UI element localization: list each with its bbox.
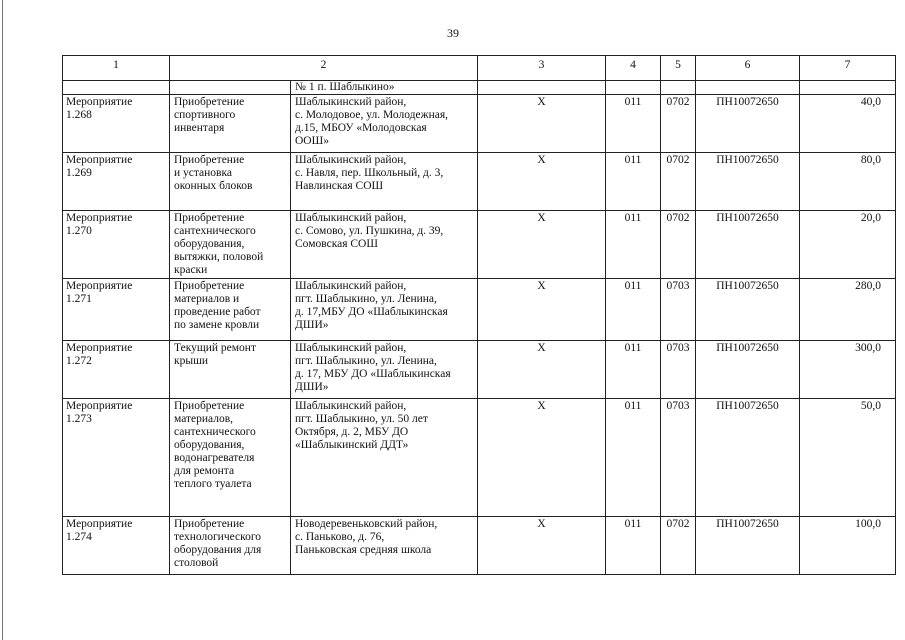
empty-cell — [606, 81, 661, 95]
col4-cell: 011 — [606, 211, 661, 279]
col5-cell: 0702 — [661, 517, 696, 575]
amount-cell: 40,0 — [800, 95, 896, 153]
col4-cell: 011 — [606, 341, 661, 399]
header-cell-6: 6 — [696, 56, 800, 81]
continuation-row — [63, 81, 896, 95]
table-row — [63, 211, 896, 279]
col5-cell: 0703 — [661, 399, 696, 517]
name-cell: Приобретение сантехнического оборудования, вытяжки, половой краски — [170, 211, 291, 279]
col5-cell: 0703 — [661, 279, 696, 341]
header-cell-1: 1 — [63, 56, 170, 81]
table-row — [63, 517, 896, 575]
place-cell: Новодеревеньковский район, с. Паньково, д. 76, Паньковская средняя школа — [291, 517, 478, 575]
empty-cell — [800, 81, 896, 95]
place-cell: Шаблыкинский район, пгт. Шаблыкино, ул. 50 лет Октября, д. 2, МБУ ДО «Шаблыкинский ДДТ» — [291, 399, 478, 517]
name-cell: Приобретение материалов, сантехнического оборудования, водонагревателя для ремонта теплого туалета — [170, 399, 291, 517]
header-cell-7: 7 — [800, 56, 896, 81]
col4-cell: 011 — [606, 399, 661, 517]
col5-cell: 0702 — [661, 211, 696, 279]
header-cell-4: 4 — [606, 56, 661, 81]
table-row — [63, 341, 896, 399]
code-cell: ПН10072650 — [696, 399, 800, 517]
event-cell: Мероприятие 1.268 — [63, 95, 170, 153]
name-cell: Приобретение и установка оконных блоков — [170, 153, 291, 211]
col4-cell: 011 — [606, 95, 661, 153]
amount-cell: 100,0 — [800, 517, 896, 575]
document-table — [62, 55, 896, 575]
table-row — [63, 399, 896, 517]
col5-cell: 0702 — [661, 95, 696, 153]
name-cell: Приобретение спортивного инвентаря — [170, 95, 291, 153]
empty-cell — [696, 81, 800, 95]
col3-cell: Х — [478, 153, 606, 211]
place-cell: Шаблыкинский район, с. Сомово, ул. Пушкина, д. 39, Сомовская СОШ — [291, 211, 478, 279]
empty-cell — [478, 81, 606, 95]
col3-cell: Х — [478, 279, 606, 341]
name-cell: Текущий ремонт крыши — [170, 341, 291, 399]
page-number: 39 — [447, 26, 459, 40]
code-cell: ПН10072650 — [696, 341, 800, 399]
header-cell-2: 2 — [170, 56, 478, 81]
amount-cell: 280,0 — [800, 279, 896, 341]
place-cell: Шаблыкинский район, с. Молодовое, ул. Молодежная, д.15, МБОУ «Молодовская ООШ» — [291, 95, 478, 153]
header-cell-5: 5 — [661, 56, 696, 81]
empty-cell — [661, 81, 696, 95]
event-cell: Мероприятие 1.272 — [63, 341, 170, 399]
table-row — [63, 153, 896, 211]
event-cell: Мероприятие 1.271 — [63, 279, 170, 341]
col3-cell: Х — [478, 517, 606, 575]
amount-cell: 300,0 — [800, 341, 896, 399]
col5-cell: 0703 — [661, 341, 696, 399]
code-cell: ПН10072650 — [696, 153, 800, 211]
amount-cell: 20,0 — [800, 211, 896, 279]
col3-cell: Х — [478, 95, 606, 153]
col3-cell: Х — [478, 211, 606, 279]
place-cell: Шаблыкинский район, пгт. Шаблыкино, ул. Ленина, д. 17,МБУ ДО «Шаблыкинская ДШИ» — [291, 279, 478, 341]
header-row — [63, 56, 896, 81]
table-row — [63, 279, 896, 341]
name-cell: Приобретение материалов и проведение работ по замене кровли — [170, 279, 291, 341]
col4-cell: 011 — [606, 279, 661, 341]
col3-cell: Х — [478, 341, 606, 399]
empty-cell — [63, 81, 170, 95]
empty-cell — [170, 81, 291, 95]
col4-cell: 011 — [606, 517, 661, 575]
place-cell: Шаблыкинский район, пгт. Шаблыкино, ул. Ленина, д. 17, МБУ ДО «Шаблыкинская ДШИ» — [291, 341, 478, 399]
place-cell: Шаблыкинский район, с. Навля, пер. Школьный, д. 3, Навлинская СОШ — [291, 153, 478, 211]
code-cell: ПН10072650 — [696, 279, 800, 341]
name-cell: Приобретение технологического оборудования для столовой — [170, 517, 291, 575]
col5-cell: 0702 — [661, 153, 696, 211]
col3-cell: Х — [478, 399, 606, 517]
header-cell-3: 3 — [478, 56, 606, 81]
code-cell: ПН10072650 — [696, 95, 800, 153]
event-cell: Мероприятие 1.273 — [63, 399, 170, 517]
code-cell: ПН10072650 — [696, 517, 800, 575]
event-cell: Мероприятие 1.274 — [63, 517, 170, 575]
amount-cell: 80,0 — [800, 153, 896, 211]
page-edge-line — [2, 0, 3, 640]
continuation-text: № 1 п. Шаблыкино» — [291, 81, 478, 95]
col4-cell: 011 — [606, 153, 661, 211]
code-cell: ПН10072650 — [696, 211, 800, 279]
table-row — [63, 95, 896, 153]
event-cell: Мероприятие 1.270 — [63, 211, 170, 279]
amount-cell: 50,0 — [800, 399, 896, 517]
event-cell: Мероприятие 1.269 — [63, 153, 170, 211]
